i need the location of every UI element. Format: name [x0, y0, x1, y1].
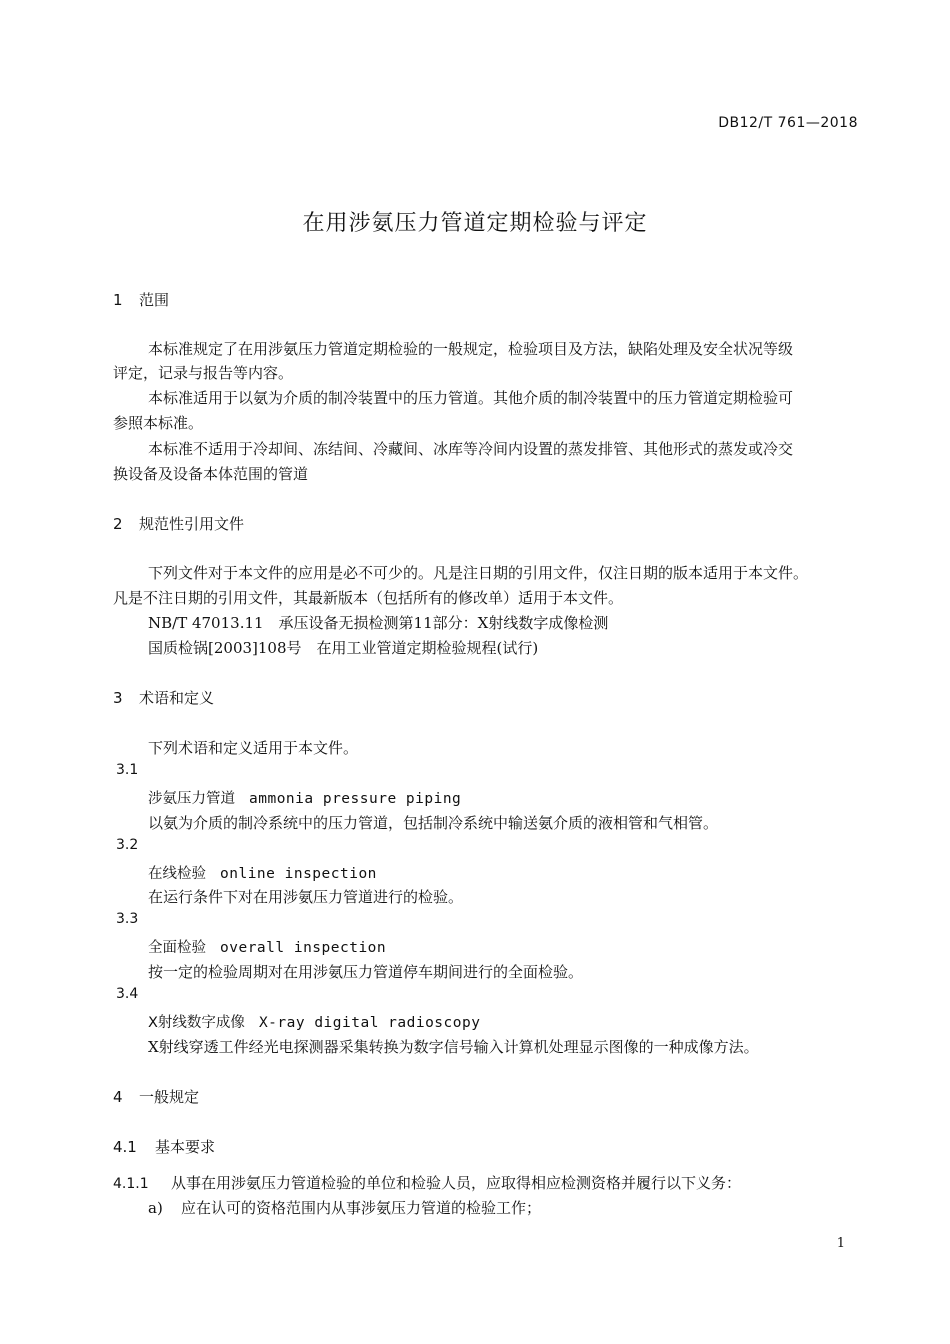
clause-4-1-1 [113, 1172, 741, 1193]
paragraph-line: 换设备及设备本体范围的管道 [113, 465, 309, 483]
section-title: 规范性引用文件 [139, 515, 245, 533]
section-3-heading [113, 687, 214, 708]
section-number: 2 [113, 515, 123, 533]
paragraph-line: 本标准适用于以氨为介质的制冷装置中的压力管道。其他介质的制冷装置中的压力管道定期检验可 [148, 389, 794, 407]
paragraph-line: 本标准规定了在用涉氨压力管道定期检验的一般规定，检验项目及方法，缺陷处理及安全状况等级 [148, 340, 794, 358]
term-name-zh: X射线数字成像 [148, 1015, 245, 1031]
term-name-en: ammonia pressure piping [249, 791, 462, 807]
section-1-heading [113, 289, 169, 310]
section-number: 4 [113, 1088, 123, 1106]
page-number: 1 [836, 1236, 845, 1251]
paragraph-line: 评定，记录与报告等内容。 [113, 364, 294, 382]
section-title: 范围 [139, 291, 170, 309]
term-number: 3.1 [116, 762, 139, 778]
term-name-en: overall inspection [220, 940, 387, 956]
term-number: 3.2 [116, 837, 139, 853]
subsection-number: 4.1 [113, 1138, 137, 1156]
clause-number: 4.1.1 [113, 1176, 149, 1192]
term-name [148, 1011, 480, 1032]
section-title: 术语和定义 [139, 689, 215, 707]
term-definition: X射线穿透工件经光电探测器采集转换为数字信号输入计算机处理显示图像的一种成像方法。 [148, 1038, 759, 1056]
clause-text: 从事在用涉氨压力管道检验的单位和检验人员，应取得相应检测资格并履行以下义务： [171, 1174, 742, 1192]
paragraph-line: 参照本标准。 [113, 414, 204, 432]
term-number: 3.4 [116, 986, 139, 1002]
term-name-en: X-ray digital radioscopy [258, 1015, 481, 1031]
paragraph-line: 下列文件对于本文件的应用是必不可少的。凡是注日期的引用文件，仅注日期的版本适用于本文件。 [148, 564, 809, 582]
term-name-zh: 在线检验 [148, 866, 206, 882]
standard-code: DB12/T 761—2018 [718, 115, 858, 131]
term-name-en: online inspection [220, 866, 377, 882]
term-definition: 按一定的检验周期对在用涉氨压力管道停车期间进行的全面检验。 [148, 963, 584, 981]
term-name-zh: 全面检验 [148, 940, 206, 956]
term-definition: 在运行条件下对在用涉氨压力管道进行的检验。 [148, 888, 464, 906]
section-title: 一般规定 [139, 1088, 200, 1106]
section-4-heading [113, 1086, 199, 1107]
subsection-4-1-heading [113, 1136, 215, 1157]
term-number: 3.3 [116, 911, 139, 927]
paragraph-line: 下列术语和定义适用于本文件。 [148, 739, 359, 757]
term-definition: 以氨为介质的制冷系统中的压力管道，包括制冷系统中输送氨介质的液相管和气相管。 [148, 814, 719, 832]
list-item-label: a) [148, 1199, 163, 1217]
reference-item: NB/T 47013.11 承压设备无损检测第11部分：X射线数字成像检测 [148, 614, 609, 632]
term-name-zh: 涉氨压力管道 [148, 791, 235, 807]
paragraph-line: 本标准不适用于冷却间、冻结间、冷藏间、冰库等冷间内设置的蒸发排管、其他形式的蒸发或冷交 [148, 440, 794, 458]
paragraph-line: 凡是不注日期的引用文件，其最新版本（包括所有的修改单）适用于本文件。 [113, 589, 624, 607]
section-2-heading [113, 513, 244, 534]
list-item-text: 应在认可的资格范围内从事涉氨压力管道的检验工作； [181, 1199, 542, 1217]
subsection-title: 基本要求 [155, 1138, 216, 1156]
term-name [148, 787, 461, 808]
document-title: 在用涉氨压力管道定期检验与评定 [302, 211, 648, 236]
reference-item: 国质检锅[2003]108号 在用工业管道定期检验规程(试行) [148, 639, 539, 657]
term-name [148, 862, 377, 883]
term-name [148, 936, 386, 957]
list-item-a [148, 1197, 541, 1218]
section-number: 1 [113, 291, 123, 309]
section-number: 3 [113, 689, 123, 707]
